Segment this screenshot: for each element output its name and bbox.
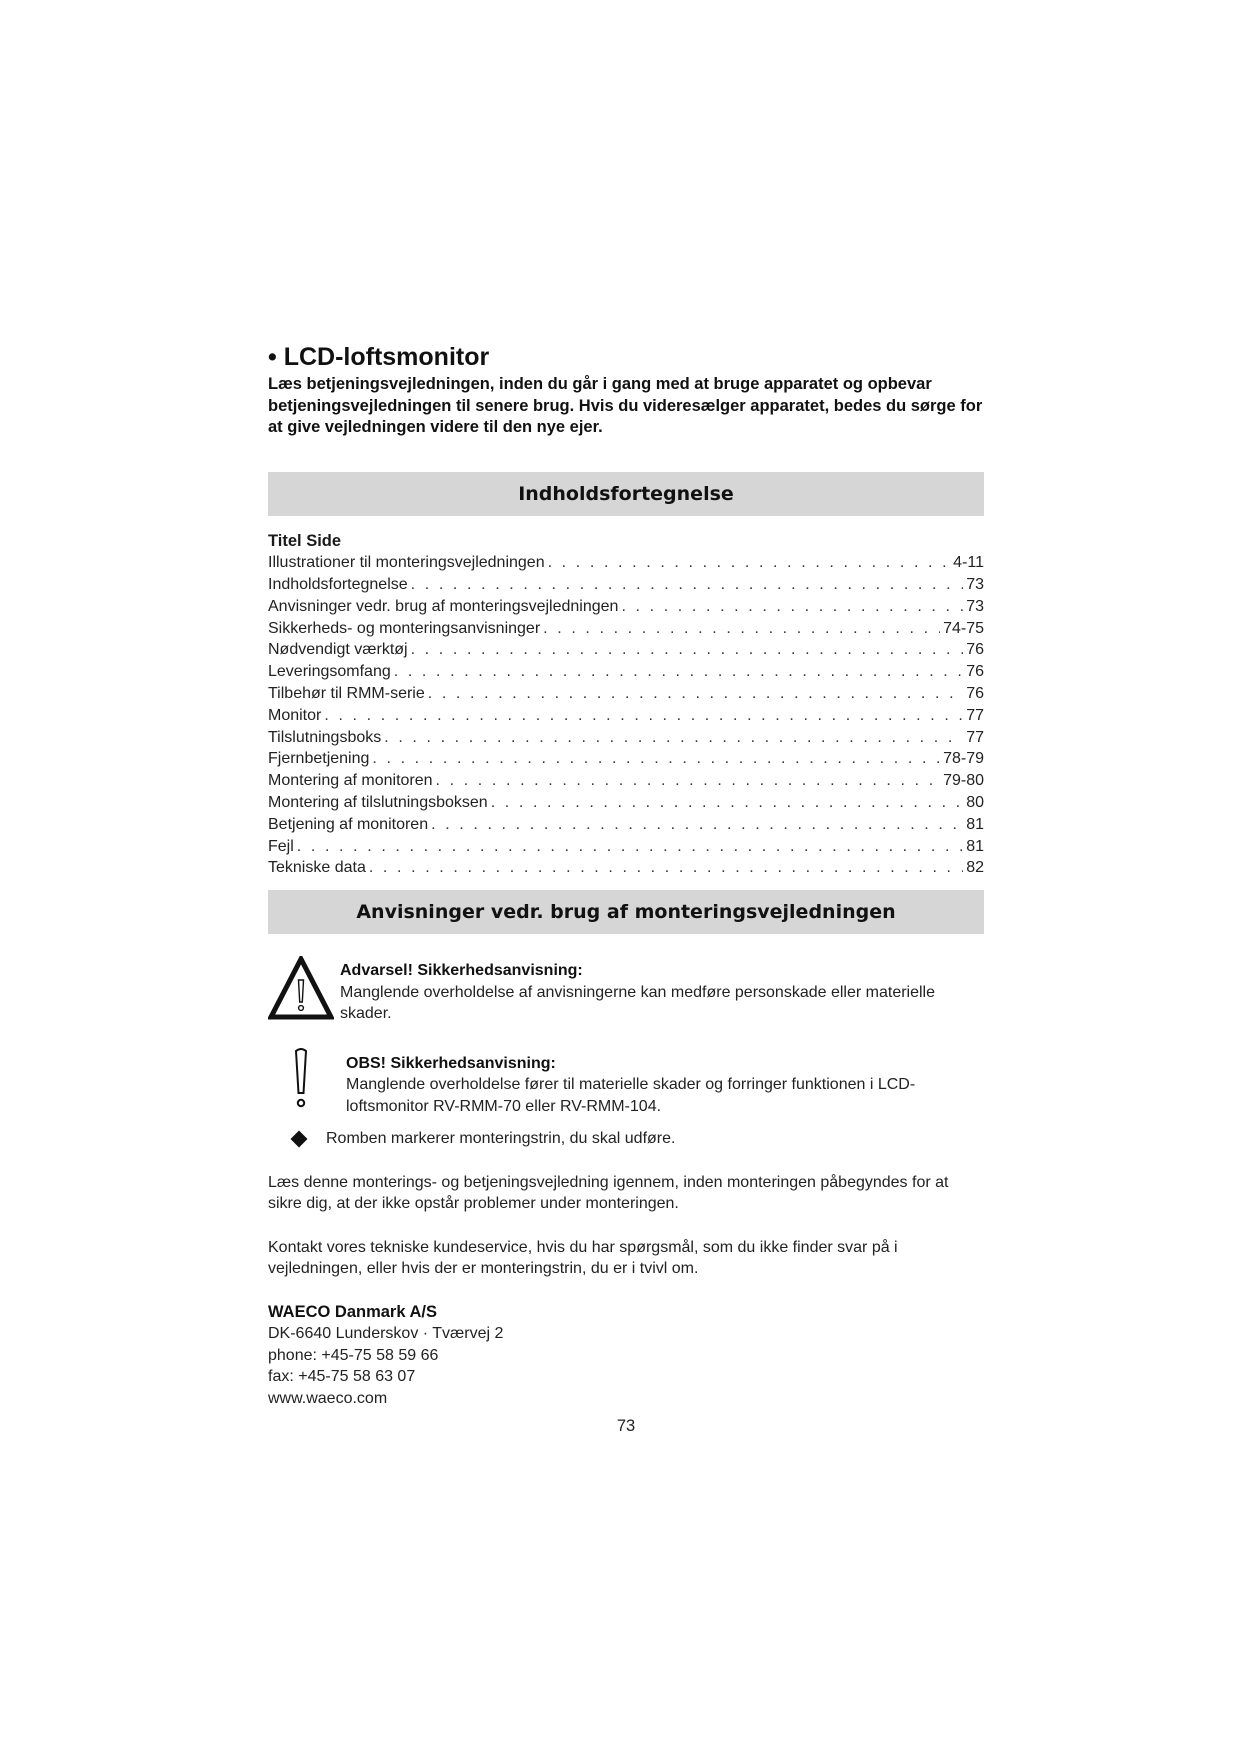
- page-number: 73: [616, 1417, 636, 1436]
- toc-entry-title: Illustrationer til monteringsvejledningen: [268, 554, 545, 572]
- toc-entry-page: 77: [966, 728, 984, 746]
- warning-triangle-icon: [268, 956, 334, 1020]
- company-address: DK-6640 Lunderskov · Tværvej 2: [268, 1325, 504, 1343]
- toc-row: [268, 661, 984, 683]
- toc-entry-page: 77: [966, 706, 984, 724]
- toc-entry-title: Indholdsfortegnelse: [268, 576, 408, 594]
- manual-page: [268, 342, 984, 1436]
- toc-leader-dots: [548, 552, 951, 574]
- toc-entry-page: 73: [966, 576, 984, 594]
- company-website[interactable]: www.waeco.com: [268, 1389, 388, 1407]
- page-title: • LCD-loftsmonitor: [268, 343, 490, 371]
- toc-leader-dots: [411, 639, 964, 661]
- toc-row: [268, 639, 984, 661]
- company-name: WAECO Danmark A/S: [268, 1302, 438, 1321]
- toc-leader-dots: [372, 748, 940, 770]
- toc-row: [268, 596, 984, 618]
- toc-leader-dots: [324, 705, 963, 727]
- obs-text-block: [346, 1053, 984, 1118]
- obs-body: Manglende overholdelse fører til materielle skader og forringer funktionen i LCD-loftsmonitor RV-RMM-70 eller RV-RMM-104.: [346, 1076, 916, 1115]
- toc-entry-page: 78-79: [943, 750, 984, 768]
- toc-row: [268, 552, 984, 574]
- toc-row: [268, 770, 984, 792]
- toc-row: [268, 618, 984, 640]
- toc-row: [268, 836, 984, 858]
- toc-entry-title: Montering af monitoren: [268, 772, 433, 790]
- toc-row: [268, 574, 984, 596]
- toc-leader-dots: [431, 814, 963, 836]
- toc-entry-page: 76: [966, 663, 984, 681]
- paragraph-read-instructions: Læs denne monterings- og betjeningsvejledning igennem, inden monteringen påbegyndes for at sikre dig, at der ikke opstår problemer under monteringen.: [268, 1173, 949, 1213]
- warning-notice: [268, 954, 984, 1025]
- toc-heading: Indholdsfortegnelse: [268, 472, 984, 516]
- toc-leader-dots: [297, 836, 963, 858]
- warning-text-block: [340, 960, 984, 1025]
- toc-entry-title: Leveringsomfang: [268, 663, 391, 681]
- toc-entry-page: 80: [966, 794, 984, 812]
- obs-notice: [268, 1047, 984, 1118]
- toc-entry-page: 81: [966, 815, 984, 833]
- toc-column-header: Titel Side: [268, 531, 342, 550]
- exclamation-icon: [286, 1047, 316, 1111]
- diamond-icon: [291, 1131, 308, 1148]
- toc-leader-dots: [621, 596, 963, 618]
- toc-leader-dots: [369, 857, 963, 879]
- toc-row: [268, 857, 984, 879]
- toc-entry-page: 79-80: [943, 772, 984, 790]
- toc-entry-page: 4-11: [953, 554, 984, 572]
- obs-title: OBS! Sikkerhedsanvisning:: [346, 1054, 556, 1072]
- toc-entry-title: Fejl: [268, 837, 294, 855]
- contact-block: [268, 1302, 984, 1410]
- toc-row: [268, 748, 984, 770]
- toc-row: [268, 814, 984, 836]
- warning-title: Advarsel! Sikkerhedsanvisning:: [340, 962, 583, 980]
- company-phone: phone: +45-75 58 59 66: [268, 1346, 439, 1364]
- toc-leader-dots: [394, 661, 963, 683]
- toc-leader-dots: [428, 683, 963, 705]
- toc-leader-dots: [411, 574, 964, 596]
- toc-entry-title: Anvisninger vedr. brug af monteringsvejledningen: [268, 597, 619, 615]
- toc-entry-page: 74-75: [943, 619, 984, 637]
- toc-entry-title: Tekniske data: [268, 859, 366, 877]
- intro-text: Læs betjeningsvejledningen, inden du går i gang med at bruge apparatet og opbevar betjeningsvejledningen til senere brug. Hvis du videresælger apparatet, bedes du sørge for at give vejledningen videre til den nye ejer.: [268, 375, 983, 436]
- toc-entry-title: Betjening af monitoren: [268, 815, 429, 833]
- toc-entry-title: Tilbehør til RMM-serie: [268, 685, 425, 703]
- toc-entry-title: Sikkerheds- og monteringsanvisninger: [268, 619, 541, 637]
- toc-entry-page: 76: [966, 641, 984, 659]
- toc-entry-title: Tilslutningsboks: [268, 728, 382, 746]
- toc-row: [268, 792, 984, 814]
- toc-entry-page: 76: [966, 685, 984, 703]
- toc-leader-dots: [543, 618, 940, 640]
- toc-leader-dots: [436, 770, 941, 792]
- toc-entry-title: Monitor: [268, 706, 322, 724]
- warning-body: Manglende overholdelse af anvisningerne kan medføre personskade eller materielle skader.: [340, 983, 936, 1023]
- diamond-text: Romben markerer monteringstrin, du skal udføre.: [326, 1130, 676, 1148]
- toc-leader-dots: [384, 727, 963, 749]
- toc-entry-title: Nødvendigt værktøj: [268, 641, 408, 659]
- toc-leader-dots: [491, 792, 964, 814]
- toc-entry-title: Montering af tilslutningsboksen: [268, 794, 488, 812]
- toc-entry-page: 82: [966, 859, 984, 877]
- toc-row: [268, 727, 984, 749]
- toc-row: [268, 705, 984, 727]
- toc-row: [268, 683, 984, 705]
- company-fax: fax: +45-75 58 63 07: [268, 1368, 416, 1386]
- toc-entry-page: 73: [966, 597, 984, 615]
- toc-list: [268, 552, 984, 879]
- paragraph-contact-service: Kontakt vores tekniske kundeservice, hvis du har spørgsmål, som du ikke finder svar på i vejledningen, eller hvis der er monteringstrin, du er i tvivl om.: [268, 1238, 898, 1278]
- diamond-note: [268, 1128, 984, 1150]
- toc-entry-title: Fjernbetjening: [268, 750, 370, 768]
- toc-entry-page: 81: [966, 837, 984, 855]
- instructions-heading: Anvisninger vedr. brug af monteringsvejledningen: [268, 890, 984, 934]
